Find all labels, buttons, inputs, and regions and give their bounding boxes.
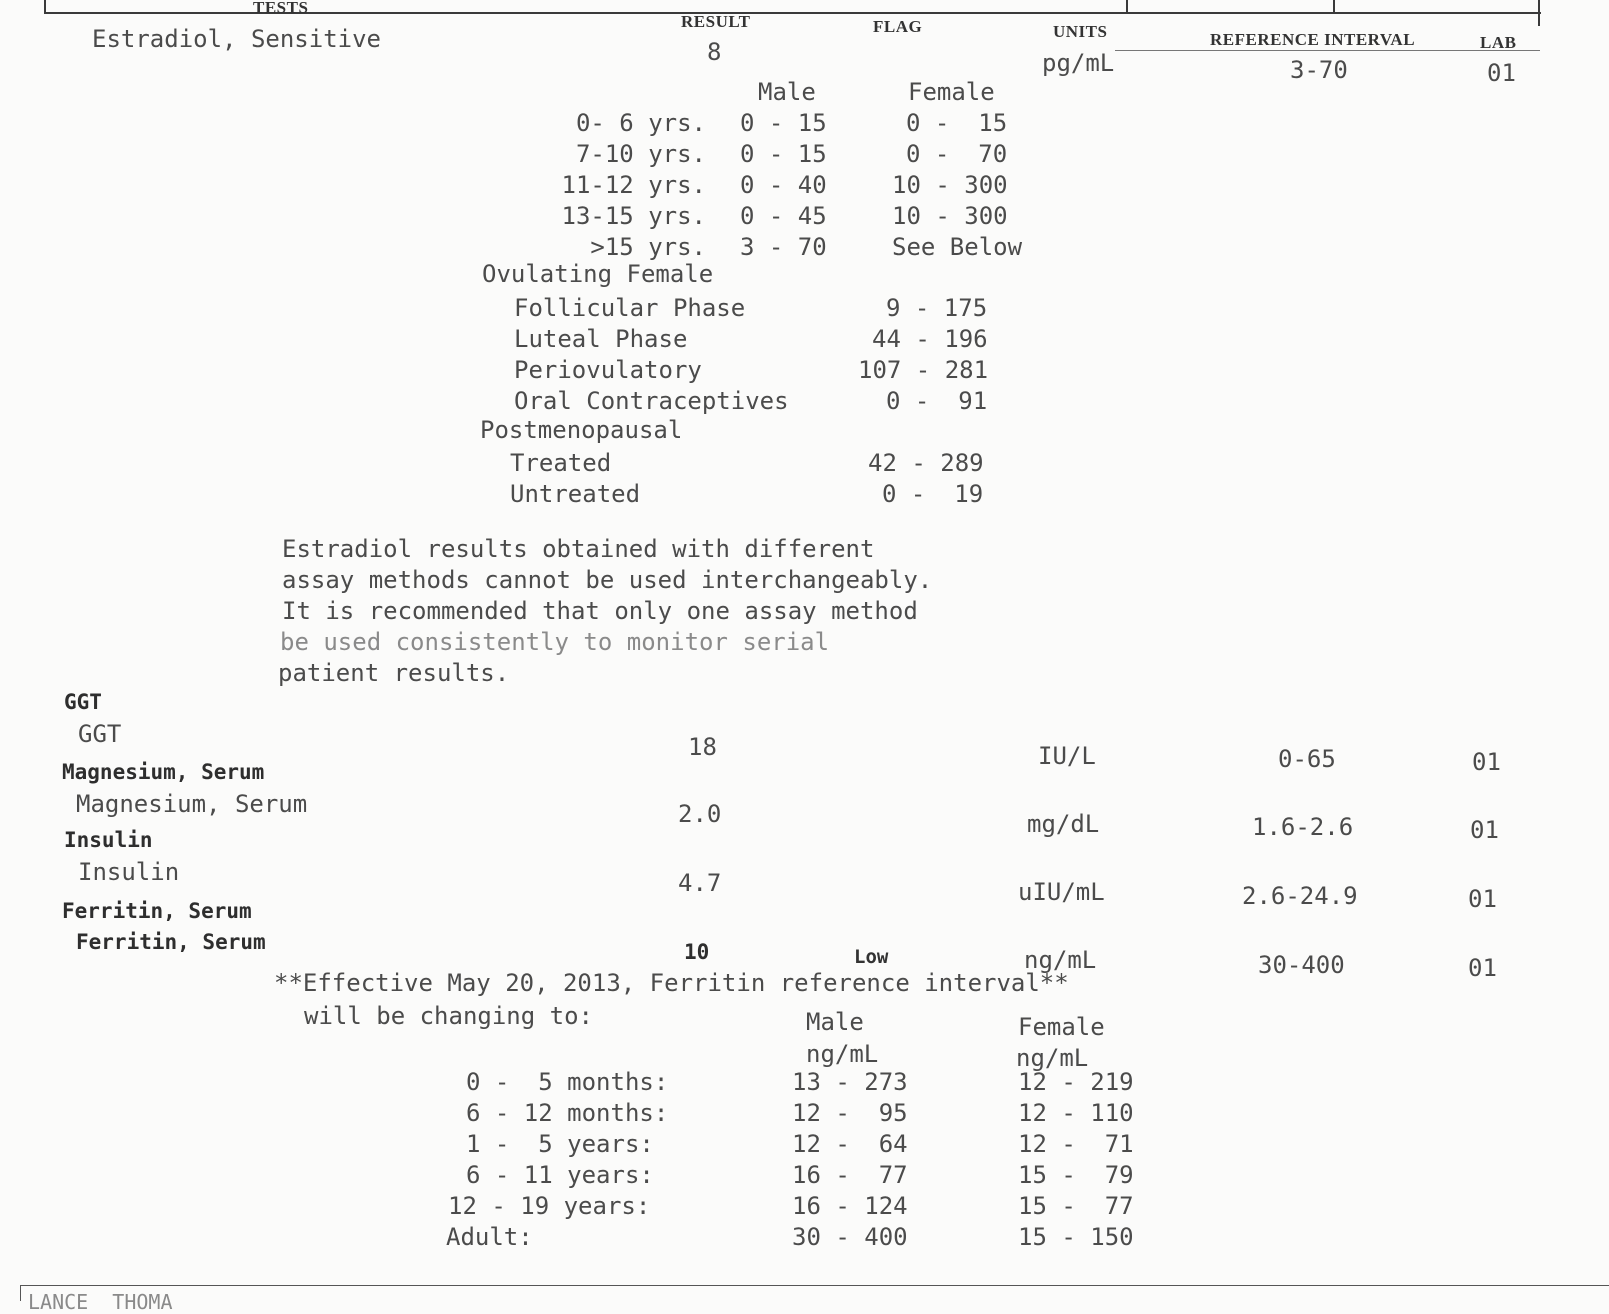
table-row [514,387,988,418]
age-label: 12 - 19 years: [448,1192,651,1220]
age-label: Adult: [446,1223,533,1251]
magnesium-lab: 01 [1470,816,1499,844]
table-row [510,449,984,480]
table-row [446,1068,1134,1099]
magnesium-result: 2.0 [678,800,722,828]
male-range: 0 - 45 [740,202,827,230]
insulin-lab: 01 [1468,885,1497,913]
phase-label: Luteal Phase [514,325,688,353]
male-range: 0 - 15 [740,109,827,137]
estradiol-note-line-4: be used consistently to monitor serial [280,628,830,656]
male-range: 3 - 70 [740,233,827,261]
ferritin-female-unit: ng/mL [1016,1044,1089,1072]
ggt-reference-interval: 0-65 [1278,745,1336,773]
column-header-underline [1115,50,1540,51]
estradiol-note-line-2: assay methods cannot be used interchangeably. [282,566,933,594]
male-range: 13 - 273 [792,1068,908,1096]
age-label: 0 - 5 months: [466,1068,669,1096]
female-range: 15 - 79 [1018,1161,1134,1189]
female-range: See Below [892,233,1023,261]
status-label: Treated [510,449,612,477]
col-header-result: RESULT [681,12,751,31]
estradiol-result: 8 [707,38,722,66]
table-row [446,1223,1134,1254]
ferritin-notice-line-2: will be changing to: [304,1002,593,1030]
insulin-reference-interval: 2.6-24.9 [1242,882,1358,910]
footer-rule-left-tick [20,1285,21,1301]
ggt-result: 18 [688,733,717,761]
phase-range: 107 - 281 [858,356,989,384]
phase-label: Oral Contraceptives [514,387,789,415]
table-row [514,294,988,325]
col-header-reference-interval: REFERENCE INTERVAL [1210,30,1416,49]
insulin-result: 4.7 [678,869,722,897]
ovulating-female-table [514,294,988,418]
insulin-section-heading: Insulin [64,828,153,852]
estradiol-note-line-1: Estradiol results obtained with different [282,535,875,563]
female-range: 12 - 219 [1018,1068,1134,1096]
ferritin-reference-interval: 30-400 [1258,951,1345,979]
table-row [446,1161,1134,1192]
ggt-test-name: GGT [78,720,122,748]
magnesium-units: mg/dL [1027,810,1100,838]
footer-cut-text: LANCE THOMA [28,1290,173,1314]
ferritin-section-heading: Ferritin, Serum [62,899,252,923]
estradiol-note-line-3: It is recommended that only one assay method [282,597,918,625]
table-row [540,202,1022,233]
postmenopausal-heading: Postmenopausal [480,416,683,444]
table-row [446,1192,1134,1223]
estradiol-test-name: Estradiol, Sensitive [92,25,381,53]
footer-rule [20,1285,1609,1286]
table-row [540,140,1022,171]
table-row [510,480,984,511]
magnesium-section-heading: Magnesium, Serum [62,760,265,784]
male-range: 12 - 95 [792,1099,908,1127]
male-range: 30 - 400 [792,1223,908,1251]
ggt-section-heading: GGT [64,690,102,714]
ferritin-male-header: Male [806,1008,864,1036]
estradiol-lab: 01 [1487,59,1516,87]
status-label: Untreated [510,480,641,508]
col-header-tests: TESTS [253,0,309,17]
ferritin-units: ng/mL [1024,946,1097,974]
estradiol-units: pg/mL [1042,49,1115,77]
estradiol-reference-interval: 3-70 [1290,56,1348,84]
ovulating-female-heading: Ovulating Female [482,260,714,288]
age-label: 0- 6 yrs. [575,109,706,137]
female-range: 0 - 15 [906,109,1008,137]
table-row [540,171,1022,202]
estradiol-note-line-5: patient results. [278,659,510,687]
ferritin-result: 10 [684,940,710,964]
col-header-lab: LAB [1480,33,1517,52]
table-row [514,356,988,387]
postmenopausal-table [510,449,984,511]
estradiol-age-range-table [540,78,1022,264]
female-range: 12 - 110 [1018,1099,1134,1127]
ferritin-lab: 01 [1468,954,1497,982]
phase-label: Follicular Phase [514,294,746,322]
col-header-flag: FLAG [873,17,923,36]
magnesium-reference-interval: 1.6-2.6 [1252,813,1354,841]
insulin-test-name: Insulin [78,858,180,886]
ferritin-female-header: Female [1018,1013,1105,1041]
ferritin-notice-line-1: **Effective May 20, 2013, Ferritin reference interval** [274,969,1069,997]
male-range: 0 - 15 [740,140,827,168]
ggt-lab: 01 [1472,748,1501,776]
age-label: 1 - 5 years: [466,1130,654,1158]
female-range: 10 - 300 [892,171,1008,199]
status-range: 42 - 289 [868,449,984,477]
age-label: >15 yrs. [590,233,706,261]
table-row [540,109,1022,140]
status-range: 0 - 19 [882,480,984,508]
ferritin-low-flag: Low [854,946,889,968]
age-label: 6 - 11 years: [466,1161,654,1189]
age-label: 6 - 12 months: [466,1099,669,1127]
magnesium-test-name: Magnesium, Serum [76,790,308,818]
age-label: 13-15 yrs. [561,202,706,230]
age-label: 11-12 yrs. [561,171,706,199]
ferritin-test-name: Ferritin, Serum [76,930,266,954]
age-label: 7-10 yrs. [575,140,706,168]
phase-range: 44 - 196 [872,325,988,353]
male-column-header: Male [758,78,816,106]
table-row [446,1130,1134,1161]
ferritin-age-range-table [446,1068,1134,1254]
col-header-units: UNITS [1053,22,1108,41]
phase-label: Periovulatory [514,356,702,384]
header-frame-divider-2 [1333,0,1335,14]
female-column-header: Female [908,78,995,106]
phase-range: 0 - 91 [886,387,988,415]
female-range: 10 - 300 [892,202,1008,230]
male-range: 0 - 40 [740,171,827,199]
female-range: 15 - 77 [1018,1192,1134,1220]
header-frame-divider-1 [1126,0,1128,14]
male-range: 16 - 124 [792,1192,908,1220]
female-range: 0 - 70 [906,140,1008,168]
female-range: 12 - 71 [1018,1130,1134,1158]
phase-range: 9 - 175 [886,294,988,322]
table-header-row [540,78,1022,109]
table-row [514,325,988,356]
header-frame-right [1538,0,1540,26]
ggt-units: IU/L [1038,742,1096,770]
insulin-units: uIU/mL [1018,878,1105,906]
male-range: 16 - 77 [792,1161,908,1189]
male-range: 12 - 64 [792,1130,908,1158]
table-row [446,1099,1134,1130]
female-range: 15 - 150 [1018,1223,1134,1251]
ferritin-male-unit: ng/mL [806,1040,879,1068]
